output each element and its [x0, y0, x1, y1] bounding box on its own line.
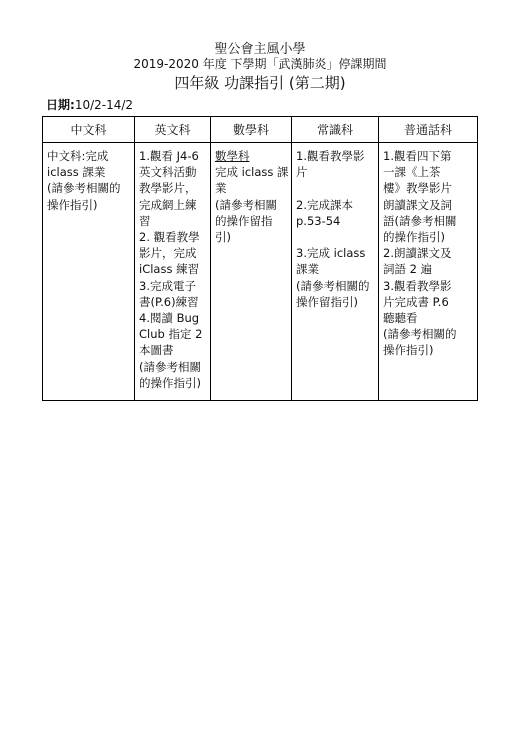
header-chinese: 中文科	[43, 117, 135, 143]
header-english: 英文科	[135, 117, 211, 143]
cell-putonghua	[379, 143, 478, 401]
term-subtitle: 2019-2020 年度 下學期「武漢肺炎」停課期間	[133, 57, 387, 71]
page-title: 四年級 功課指引 (第二期)	[174, 74, 346, 92]
cell-english-text: 1.觀看 J4-6 英文科活動 教學影片， 完成網上練 習 2. 觀看教學 影片，完成 iClass 練習 3.完成電子 書(P.6)練習 4.閱讀 Bug Club 指定 2 本圖書 (請參考相關 的操作指引)	[139, 149, 203, 390]
header-math: 數學科	[211, 117, 292, 143]
header-putonghua: 普通話科	[379, 117, 478, 143]
header-general-studies: 常識科	[292, 117, 379, 143]
date-label: 日期:	[46, 98, 75, 112]
date-range	[46, 96, 133, 113]
cell-general-studies	[292, 143, 379, 401]
cell-english	[135, 143, 211, 401]
cell-math-text: 完成 iclass 課 業 (請參考相關 的操作留指 引)	[215, 165, 289, 245]
cell-general-studies-text: 1.觀看教學影 片 2.完成課本 p.53-54 3.完成 iclass 課業 (請參考相關的 操作留指引)	[296, 149, 370, 309]
cell-math-heading: 數學科	[215, 149, 250, 163]
cell-chinese-text: 中文科:完成 iclass 課業 (請參考相關的 操作指引)	[47, 149, 121, 212]
cell-chinese	[43, 143, 135, 401]
school-name: 聖公會主風小學	[214, 42, 306, 57]
cell-math	[211, 143, 292, 401]
cell-putonghua-text: 1.觀看四下第 一課《上茶 樓》教學影片 朗讀課文及詞 語(請參考相關 的操作指引) 2.朗讀課文及 詞語 2 遍 3.觀看教學影 片完成書 P.6 聽聽看 (請參考相關的 操作指引)	[383, 149, 457, 358]
date-value: 10/2-14/2	[74, 98, 134, 112]
table-header-row	[43, 117, 478, 143]
homework-table	[42, 116, 478, 401]
table-row	[43, 143, 478, 401]
